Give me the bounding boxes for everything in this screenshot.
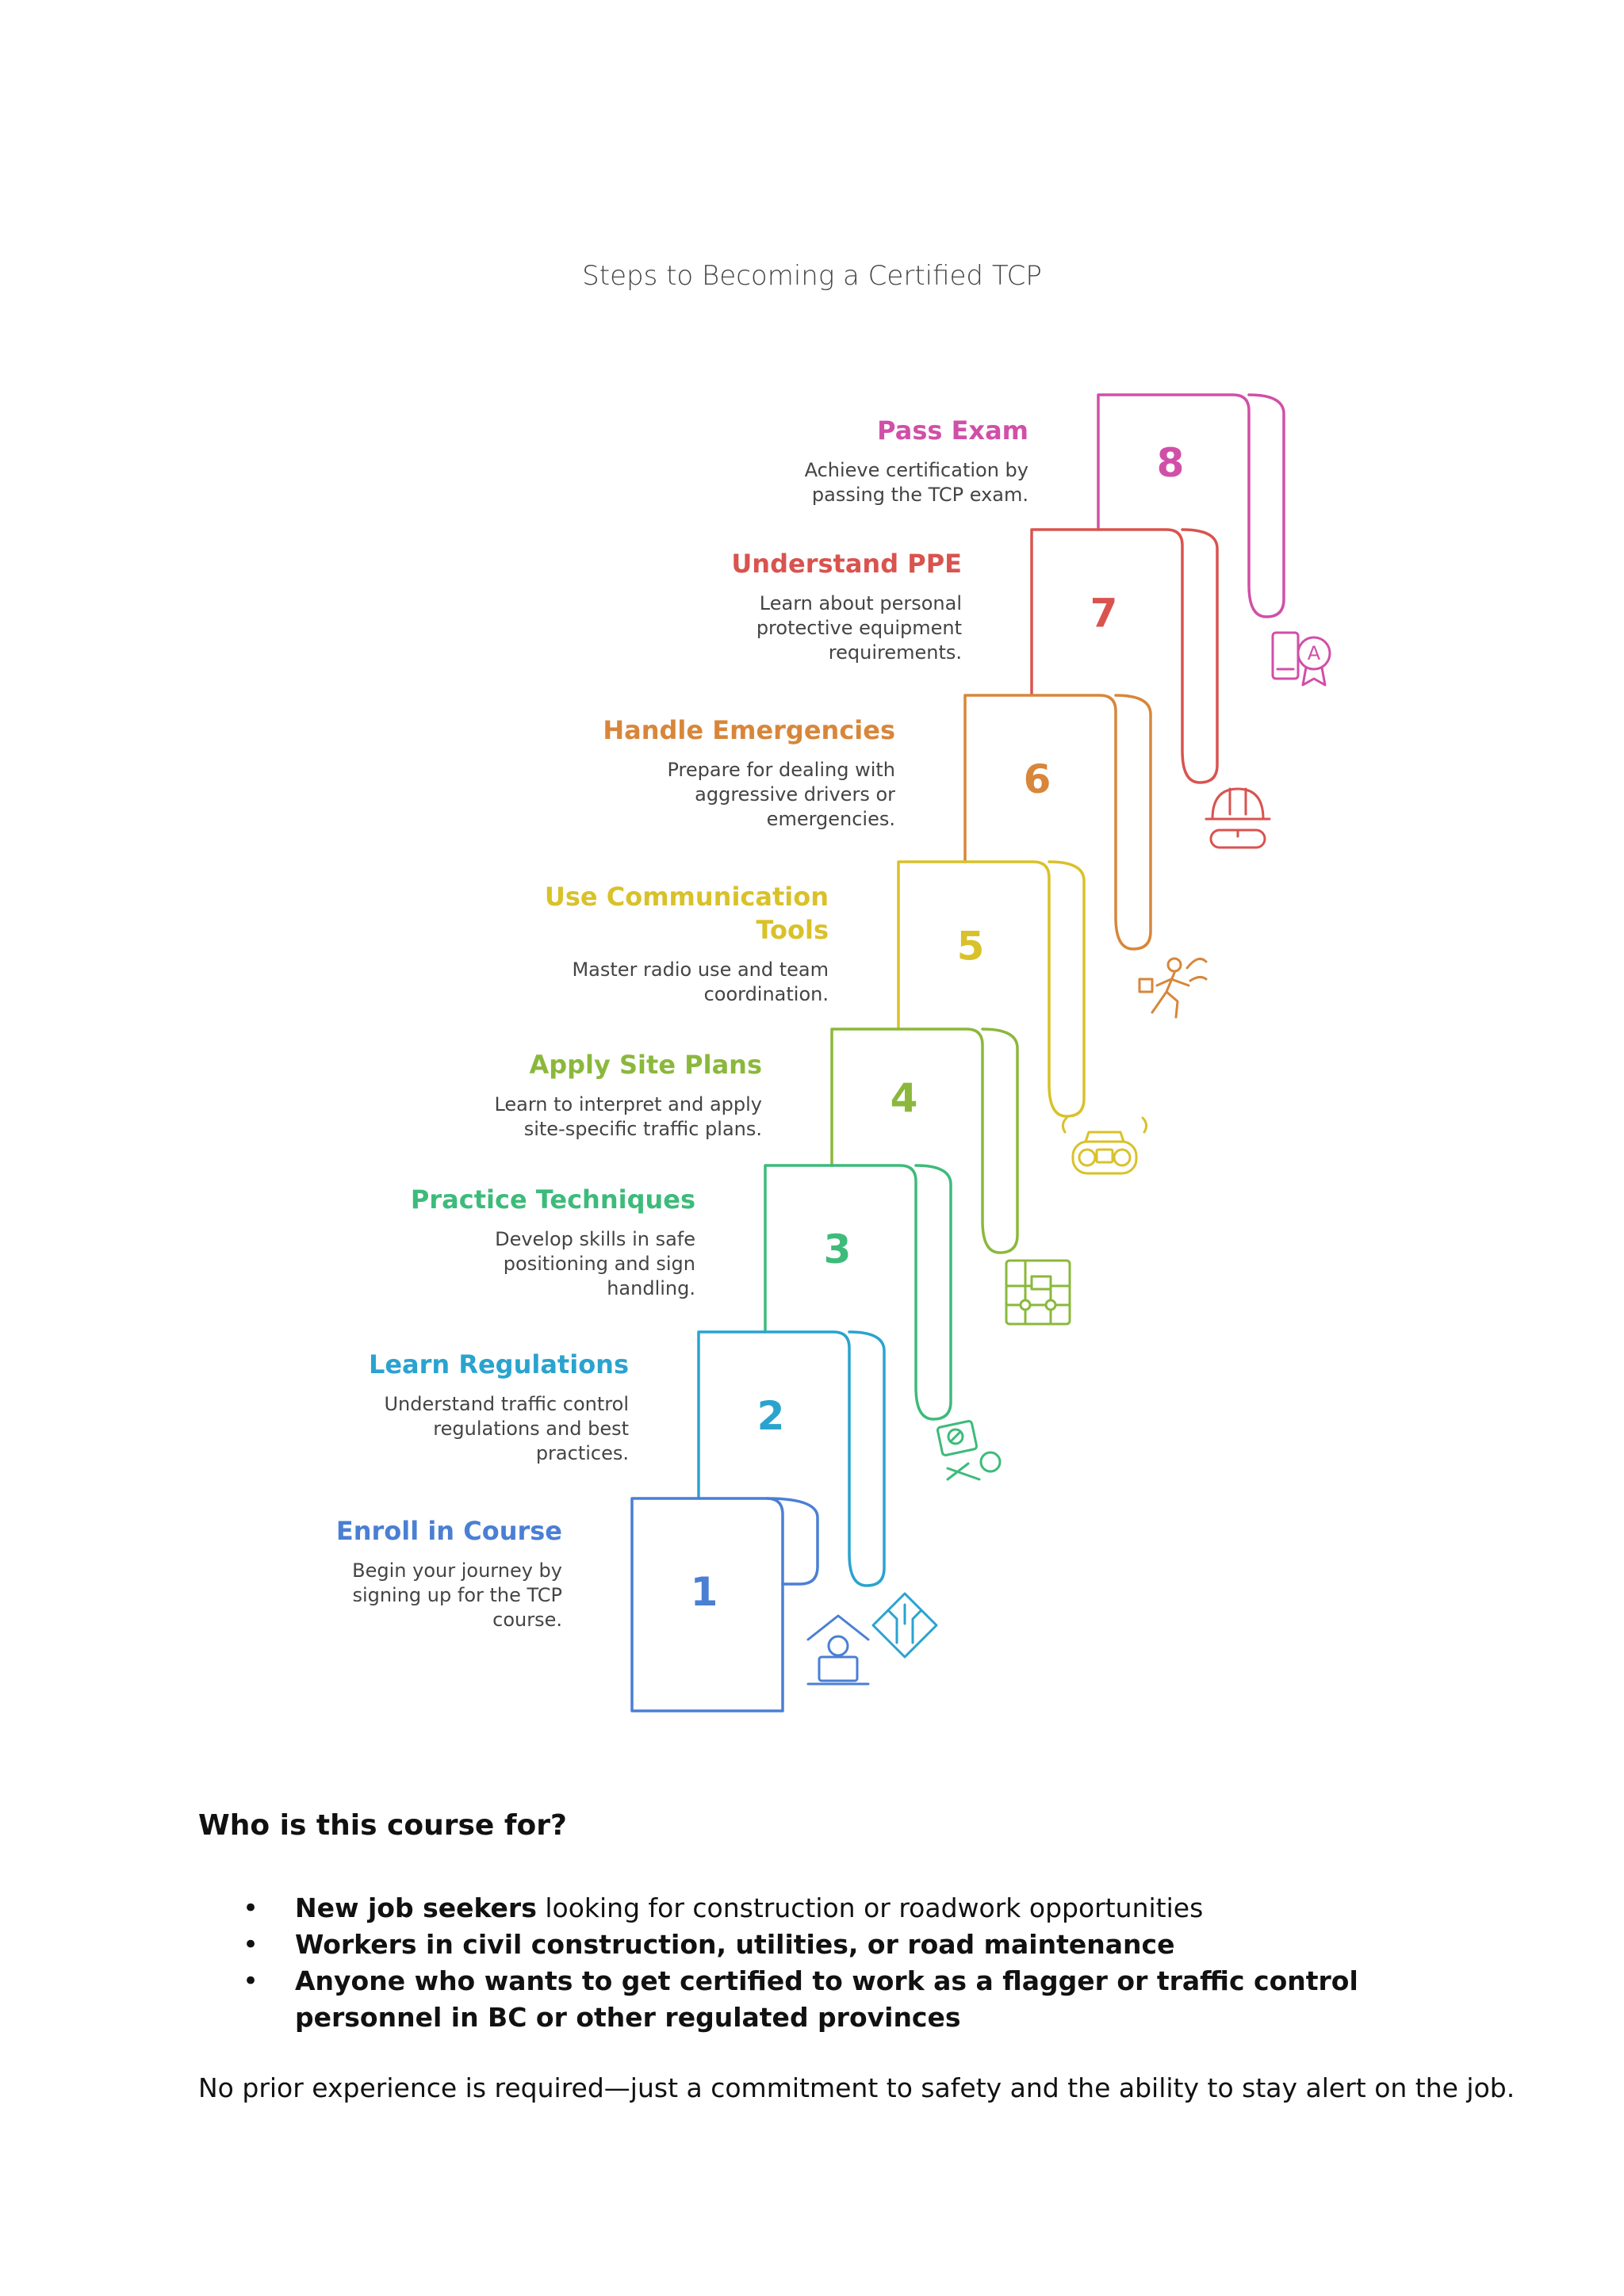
step-number-1: 1 bbox=[690, 1569, 718, 1615]
step-title: Understand PPE bbox=[731, 549, 962, 579]
step-text-7 bbox=[470, 547, 962, 665]
step-description-line: positioning and sign bbox=[503, 1253, 695, 1275]
step-text-3 bbox=[204, 1183, 695, 1301]
step-description-line: handling. bbox=[607, 1277, 695, 1299]
step-title-line: Use Communication bbox=[544, 882, 829, 912]
step-description-line: Achieve certification by bbox=[804, 459, 1028, 481]
scroll-outline bbox=[765, 1165, 951, 1419]
step-text-1 bbox=[71, 1514, 562, 1632]
emergency-run-icon bbox=[1139, 959, 1206, 1017]
step-scroll-1 bbox=[632, 1498, 818, 1711]
step-text-8 bbox=[537, 414, 1028, 507]
scroll-outline bbox=[699, 1332, 884, 1586]
bullet-bold: Workers in civil construction, utilities, or road maintenance bbox=[295, 1929, 1175, 1960]
step-description bbox=[204, 1227, 695, 1301]
step-description bbox=[537, 458, 1028, 507]
step-number-2: 2 bbox=[756, 1393, 785, 1439]
scroll-outline bbox=[832, 1029, 1017, 1253]
step-scroll-4 bbox=[832, 1029, 1017, 1253]
closing-paragraph: No prior experience is required—just a commitment to safety and the ability to stay alert on the job. bbox=[198, 2072, 1515, 2103]
step-description-line: site-specific traffic plans. bbox=[523, 1118, 762, 1140]
step-description bbox=[337, 958, 829, 1007]
step-description-line: protective equipment bbox=[756, 617, 962, 639]
step-title: Handle Emergencies bbox=[603, 715, 895, 745]
scroll-outline bbox=[1098, 395, 1284, 617]
step-description-line: aggressive drivers or bbox=[695, 783, 895, 806]
step-title: Apply Site Plans bbox=[529, 1050, 762, 1080]
step-description bbox=[137, 1392, 629, 1466]
step-description-line: emergencies. bbox=[766, 808, 895, 830]
audience-heading: Who is this course for? bbox=[198, 1809, 567, 1842]
site-plan-icon bbox=[1006, 1261, 1070, 1324]
step-description-line: requirements. bbox=[828, 641, 962, 664]
step-description-line: Understand traffic control bbox=[384, 1393, 629, 1415]
bullet-bold: New job seekers bbox=[295, 1892, 537, 1923]
audience-bullet bbox=[243, 1890, 1480, 1927]
step-scroll-5 bbox=[898, 862, 1084, 1116]
step-description bbox=[470, 591, 962, 665]
step-description bbox=[71, 1559, 562, 1632]
step-scroll-2 bbox=[699, 1332, 884, 1586]
step-title: Pass Exam bbox=[877, 415, 1028, 446]
flagger-sign-icon bbox=[937, 1421, 1000, 1479]
step-number-4: 4 bbox=[890, 1075, 918, 1121]
step-number-3: 3 bbox=[823, 1226, 852, 1272]
step-description-line: Prepare for dealing with bbox=[667, 759, 895, 781]
step-scroll-7 bbox=[1032, 530, 1217, 783]
step-description-line: Begin your journey by bbox=[352, 1559, 562, 1582]
step-description bbox=[404, 758, 895, 832]
step-description-line: Learn to interpret and apply bbox=[494, 1093, 762, 1115]
scroll-outline bbox=[965, 695, 1151, 949]
step-description-line: practices. bbox=[535, 1442, 629, 1464]
certificate-icon bbox=[1273, 633, 1330, 685]
audience-bullet bbox=[243, 1927, 1480, 1963]
step-title bbox=[337, 880, 829, 947]
audience-bullet bbox=[243, 1963, 1480, 2036]
bullet-bold: Anyone who wants to get certified to work as a flagger or traffic control personnel in BC or other regulated provinces bbox=[295, 1965, 1358, 2033]
step-title: Learn Regulations bbox=[368, 1349, 629, 1380]
step-title: Enroll in Course bbox=[335, 1516, 562, 1546]
audience-section bbox=[198, 1809, 1467, 1842]
step-number-7: 7 bbox=[1090, 590, 1118, 637]
step-scroll-6 bbox=[965, 695, 1151, 949]
step-description-line: Master radio use and team bbox=[572, 959, 829, 981]
step-number-6: 6 bbox=[1023, 756, 1051, 802]
step-description-line: Learn about personal bbox=[759, 592, 962, 614]
step-description-line: passing the TCP exam. bbox=[811, 484, 1028, 506]
step-description-line: coordination. bbox=[703, 983, 829, 1005]
step-text-4 bbox=[270, 1048, 762, 1142]
step-description-line: signing up for the TCP bbox=[352, 1584, 562, 1606]
step-number-8: 8 bbox=[1156, 440, 1185, 486]
audience-list bbox=[243, 1890, 1480, 2036]
step-text-5 bbox=[337, 880, 829, 1007]
step-number-5: 5 bbox=[956, 923, 985, 970]
scroll-curl bbox=[767, 1498, 818, 1584]
step-title-line: Tools bbox=[756, 915, 829, 945]
scroll-outline bbox=[1032, 530, 1217, 783]
step-text-6 bbox=[404, 714, 895, 832]
step-text-2 bbox=[137, 1348, 629, 1466]
step-description-line: regulations and best bbox=[433, 1418, 629, 1440]
step-title: Practice Techniques bbox=[410, 1184, 695, 1215]
step-description-line: course. bbox=[492, 1609, 562, 1631]
scroll-outline bbox=[898, 862, 1084, 1116]
road-sign-icon bbox=[873, 1594, 936, 1657]
bullet-rest: looking for construction or roadwork opportunities bbox=[536, 1892, 1204, 1923]
svg-text:A: A bbox=[1307, 642, 1321, 664]
step-scroll-8 bbox=[1098, 395, 1284, 617]
home-laptop-icon bbox=[808, 1616, 868, 1684]
step-description-line: Develop skills in safe bbox=[495, 1228, 695, 1250]
step-description bbox=[270, 1093, 762, 1142]
hard-hat-icon bbox=[1206, 789, 1270, 848]
radio-icon bbox=[1063, 1118, 1146, 1173]
diagram-title: Steps to Becoming a Certified TCP bbox=[582, 260, 1042, 292]
step-scroll-3 bbox=[765, 1165, 951, 1419]
